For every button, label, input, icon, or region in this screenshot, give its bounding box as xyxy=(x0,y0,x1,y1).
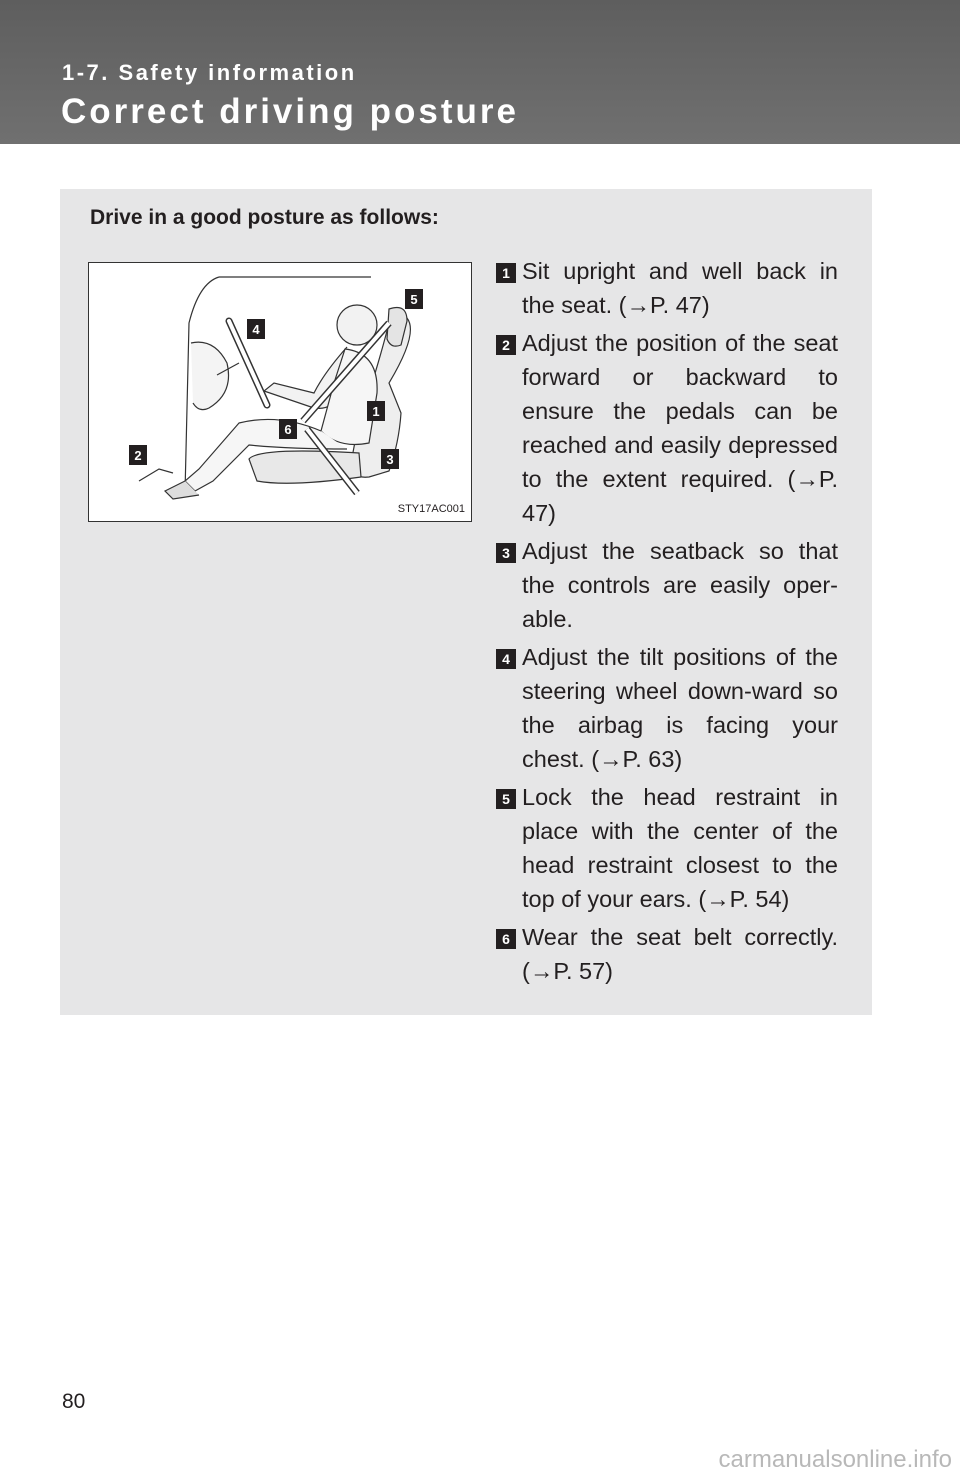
step-text: Adjust the position of the seat forward or backward to ensure the pedals can be reached and easily depressed to the extent required. (→P. 47) xyxy=(522,330,838,526)
step-text: Adjust the tilt positions of the steering wheel down-ward so the airbag is facing your chest. (→P. 63) xyxy=(522,644,838,772)
list-item xyxy=(496,640,838,776)
step-text: Wear the seat belt correctly. (→P. 57) xyxy=(522,924,838,984)
step-text: Adjust the seatback so that the controls are easily oper-able. xyxy=(522,538,838,632)
callout-4 xyxy=(247,319,265,339)
svg-text:2: 2 xyxy=(134,448,142,463)
svg-text:6: 6 xyxy=(284,422,292,437)
svg-text:4: 4 xyxy=(252,322,260,337)
callout-1 xyxy=(367,401,385,421)
svg-text:5: 5 xyxy=(410,292,418,307)
watermark: carmanualsonline.info xyxy=(718,1446,952,1473)
step-number-badge: 1 xyxy=(496,263,516,283)
list-item xyxy=(496,780,838,916)
step-number-badge: 3 xyxy=(496,543,516,563)
list-item xyxy=(496,254,838,322)
callout-2 xyxy=(129,445,147,465)
step-number-badge: 2 xyxy=(496,335,516,355)
svg-text:1: 1 xyxy=(372,404,380,419)
list-item xyxy=(496,326,838,530)
page-number: 80 xyxy=(62,1390,86,1413)
intro-text: Drive in a good posture as follows: xyxy=(90,206,439,229)
callout-5 xyxy=(405,289,423,309)
figure-code: STY17AC001 xyxy=(397,503,465,515)
step-list xyxy=(496,254,838,992)
list-item xyxy=(496,534,838,636)
step-number-badge: 6 xyxy=(496,929,516,949)
posture-illustration xyxy=(88,262,472,522)
svg-text:3: 3 xyxy=(386,452,394,467)
step-text: Sit upright and well back in the seat. (→P. 47) xyxy=(522,258,838,318)
step-number-badge: 4 xyxy=(496,649,516,669)
step-text: Lock the head restraint in place with the center of the head restraint closest to the top of your ears. (→P. 54) xyxy=(522,784,838,912)
posture-drawing xyxy=(89,263,471,521)
step-number-badge: 5 xyxy=(496,789,516,809)
list-item xyxy=(496,920,838,988)
callout-6 xyxy=(279,419,297,439)
page-title: Correct driving posture xyxy=(61,92,519,131)
page-header xyxy=(0,0,960,144)
section-label: 1-7. Safety information xyxy=(62,60,357,85)
callout-3 xyxy=(381,449,399,469)
